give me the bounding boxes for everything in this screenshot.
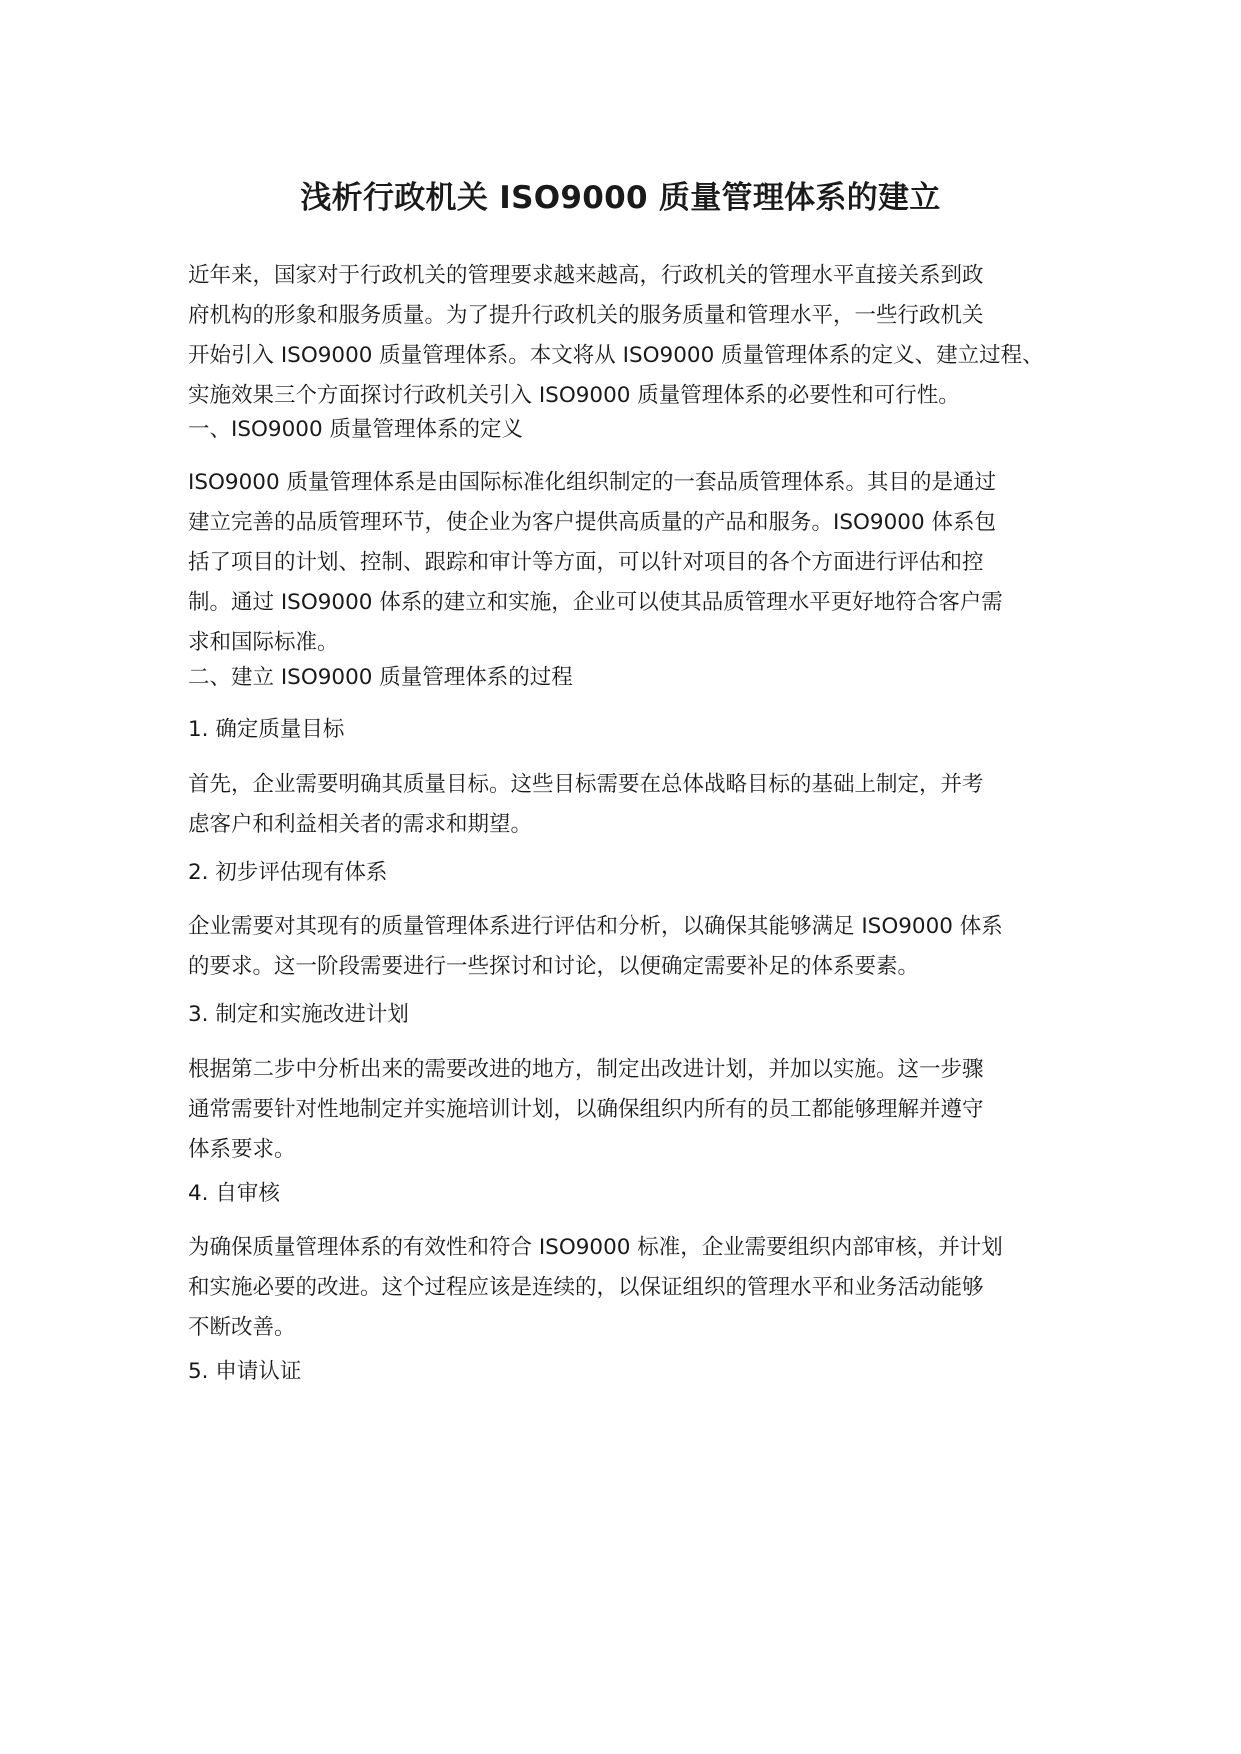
paragraph-line: 通常需要针对性地制定并实施培训计划，以确保组织内所有的员工都能够理解并遵守 — [188, 1097, 984, 1122]
heading-text: 3. 制定和实施改进计划 — [188, 1002, 409, 1027]
step2-heading — [188, 853, 1068, 893]
paragraph-line: 求和国际标准。 — [188, 630, 339, 655]
heading-text: 4. 自审核 — [188, 1181, 280, 1206]
step4-heading — [188, 1174, 1068, 1214]
paragraph-line: 府机构的形象和服务质量。为了提升行政机关的服务质量和管理水平，一些行政机关 — [188, 303, 984, 328]
intro-paragraph — [188, 256, 1068, 416]
step1-heading — [188, 710, 1068, 750]
step3-heading — [188, 995, 1068, 1035]
paragraph-line: 开始引入 ISO9000 质量管理体系。本文将从 ISO9000 质量管理体系的定义、建立过程、 — [188, 343, 1044, 368]
paragraph-line: 建立完善的品质管理环节，使企业为客户提供高质量的产品和服务。ISO9000 体系包 — [188, 510, 996, 535]
paragraph-line: 近年来，国家对于行政机关的管理要求越来越高，行政机关的管理水平直接关系到政 — [188, 263, 984, 288]
heading-text: 一、ISO9000 质量管理体系的定义 — [188, 417, 523, 442]
section1-heading — [188, 410, 1068, 450]
step1-paragraph — [188, 765, 1068, 845]
paragraph-line: 企业需要对其现有的质量管理体系进行评估和分析，以确保其能够满足 ISO9000 体系 — [188, 914, 1003, 939]
paragraph-line: 根据第二步中分析出来的需要改进的地方，制定出改进计划，并加以实施。这一步骤 — [188, 1057, 984, 1082]
section1-paragraph — [188, 463, 1068, 663]
step2-paragraph — [188, 907, 1068, 987]
heading-text: 1. 确定质量目标 — [188, 717, 345, 742]
paragraph-line: 实施效果三个方面探讨行政机关引入 ISO9000 质量管理体系的必要性和可行性。 — [188, 383, 960, 408]
paragraph-line: 虑客户和利益相关者的需求和期望。 — [188, 812, 533, 837]
paragraph-line: 首先，企业需要明确其质量目标。这些目标需要在总体战略目标的基础上制定，并考 — [188, 772, 984, 797]
paragraph-line: 制。通过 ISO9000 体系的建立和实施，企业可以使其品质管理水平更好地符合客户需 — [188, 590, 1003, 615]
paragraph-line: 的要求。这一阶段需要进行一些探讨和讨论，以便确定需要补足的体系要素。 — [188, 954, 920, 979]
document-title: 浅析行政机关 ISO9000 质量管理体系的建立 — [300, 180, 941, 216]
heading-text: 5. 申请认证 — [188, 1359, 302, 1384]
paragraph-line: 不断改善。 — [188, 1315, 296, 1340]
heading-text: 2. 初步评估现有体系 — [188, 860, 388, 885]
step5-heading — [188, 1352, 1068, 1392]
paragraph-line: 为确保质量管理体系的有效性和符合 ISO9000 标准，企业需要组织内部审核，并计划 — [188, 1235, 1003, 1260]
paragraph-line: 括了项目的计划、控制、跟踪和审计等方面，可以针对项目的各个方面进行评估和控 — [188, 550, 984, 575]
step4-paragraph — [188, 1228, 1068, 1348]
paragraph-line: 和实施必要的改进。这个过程应该是连续的，以保证组织的管理水平和业务活动能够 — [188, 1275, 984, 1300]
section2-heading — [188, 658, 1068, 698]
heading-text: 二、建立 ISO9000 质量管理体系的过程 — [188, 665, 573, 690]
step3-paragraph — [188, 1050, 1068, 1170]
paragraph-line: ISO9000 质量管理体系是由国际标准化组织制定的一套品质管理体系。其目的是通过 — [188, 470, 996, 495]
paragraph-line: 体系要求。 — [188, 1137, 296, 1162]
